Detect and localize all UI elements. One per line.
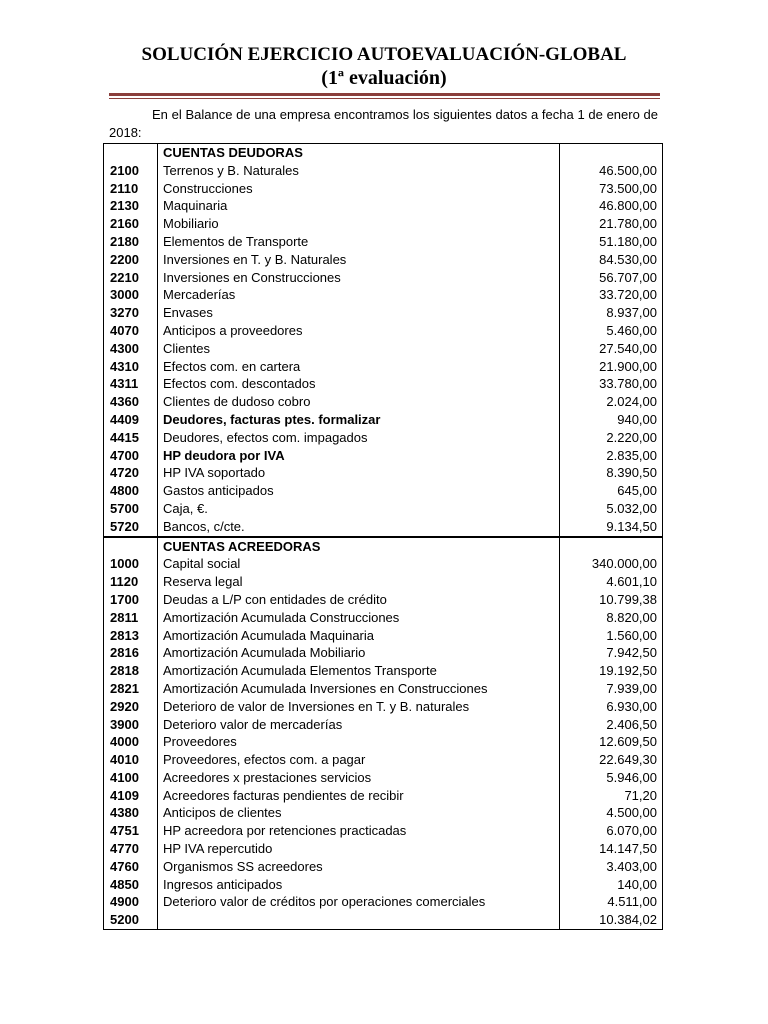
account-name: Clientes de dudoso cobro <box>158 393 560 411</box>
table-row <box>104 858 663 876</box>
table-row <box>104 840 663 858</box>
account-amount: 10.799,38 <box>560 591 663 609</box>
table-row <box>104 733 663 751</box>
table-row <box>104 429 663 447</box>
account-code: 4310 <box>104 358 158 376</box>
table-row <box>104 375 663 393</box>
account-name: CUENTAS DEUDORAS <box>158 144 560 162</box>
account-code: 2200 <box>104 251 158 269</box>
balance-table <box>103 143 663 930</box>
table-row <box>104 609 663 627</box>
table-row <box>104 644 663 662</box>
table-row <box>104 500 663 518</box>
title-rule-thin <box>109 98 660 99</box>
account-code: 2811 <box>104 609 158 627</box>
page-title: SOLUCIÓN EJERCICIO AUTOEVALUACIÓN-GLOBAL <box>141 44 627 65</box>
account-code: 2816 <box>104 644 158 662</box>
account-name: Mercaderías <box>158 286 560 304</box>
account-name: Proveedores <box>158 733 560 751</box>
account-code: 4100 <box>104 769 158 787</box>
account-name: Amortización Acumulada Maquinaria <box>158 627 560 645</box>
account-name: Amortización Acumulada Elementos Transporte <box>158 662 560 680</box>
account-amount: 14.147,50 <box>560 840 663 858</box>
account-name: Inversiones en Construcciones <box>158 269 560 287</box>
account-name: Elementos de Transporte <box>158 233 560 251</box>
account-name: Construcciones <box>158 180 560 198</box>
account-name: Gastos anticipados <box>158 482 560 500</box>
account-amount: 6.930,00 <box>560 698 663 716</box>
account-amount: 940,00 <box>560 411 663 429</box>
account-amount: 1.560,00 <box>560 627 663 645</box>
account-amount: 84.530,00 <box>560 251 663 269</box>
table-row <box>104 662 663 680</box>
account-name: Efectos com. en cartera <box>158 358 560 376</box>
account-name: Terrenos y B. Naturales <box>158 162 560 180</box>
account-amount: 46.500,00 <box>560 162 663 180</box>
account-code: 2180 <box>104 233 158 251</box>
account-name: Deudas a L/P con entidades de crédito <box>158 591 560 609</box>
table-row <box>104 787 663 805</box>
account-amount <box>560 537 663 556</box>
account-name: Anticipos de clientes <box>158 804 560 822</box>
table-row <box>104 555 663 573</box>
account-amount: 7.942,50 <box>560 644 663 662</box>
account-code: 4770 <box>104 840 158 858</box>
table-row <box>104 573 663 591</box>
account-amount: 7.939,00 <box>560 680 663 698</box>
account-code <box>104 144 158 162</box>
account-name: Acreedores x prestaciones servicios <box>158 769 560 787</box>
account-code <box>104 537 158 556</box>
account-code: 2160 <box>104 215 158 233</box>
account-code: 4109 <box>104 787 158 805</box>
account-code: 2110 <box>104 180 158 198</box>
account-code: 4415 <box>104 429 158 447</box>
account-name: Deudores, facturas ptes. formalizar <box>158 411 560 429</box>
account-code: 4760 <box>104 858 158 876</box>
account-amount: 140,00 <box>560 876 663 894</box>
account-amount: 2.406,50 <box>560 716 663 734</box>
intro-paragraph: En el Balance de una empresa encontramos los siguientes datos a fecha 1 de enero de 2018: <box>109 107 658 140</box>
account-name: Deudores, efectos com. impagados <box>158 429 560 447</box>
table-row <box>104 358 663 376</box>
table-row <box>104 180 663 198</box>
account-code: 3000 <box>104 286 158 304</box>
account-name: HP deudora por IVA <box>158 447 560 465</box>
table-row <box>104 518 663 537</box>
account-name: HP acreedora por retenciones practicadas <box>158 822 560 840</box>
account-amount: 10.384,02 <box>560 911 663 929</box>
table-row <box>104 233 663 251</box>
account-code: 5720 <box>104 518 158 537</box>
table-row <box>104 876 663 894</box>
account-code: 1700 <box>104 591 158 609</box>
account-amount: 4.511,00 <box>560 893 663 911</box>
table-row <box>104 411 663 429</box>
table-row <box>104 251 663 269</box>
account-amount: 33.720,00 <box>560 286 663 304</box>
table-row <box>104 482 663 500</box>
account-code: 4000 <box>104 733 158 751</box>
account-code: 4380 <box>104 804 158 822</box>
account-amount: 5.032,00 <box>560 500 663 518</box>
account-code: 2210 <box>104 269 158 287</box>
account-amount: 46.800,00 <box>560 197 663 215</box>
account-amount: 19.192,50 <box>560 662 663 680</box>
account-amount: 71,20 <box>560 787 663 805</box>
account-name <box>158 911 560 929</box>
table-row <box>104 591 663 609</box>
table-row <box>104 627 663 645</box>
account-name: Deterioro valor de mercaderías <box>158 716 560 734</box>
account-code: 4720 <box>104 464 158 482</box>
table-row <box>104 804 663 822</box>
account-name: Organismos SS acreedores <box>158 858 560 876</box>
page-subtitle: (1ª evaluación) <box>321 67 447 89</box>
table-row <box>104 822 663 840</box>
account-amount: 2.024,00 <box>560 393 663 411</box>
account-code: 2821 <box>104 680 158 698</box>
table-row <box>104 698 663 716</box>
account-code: 4360 <box>104 393 158 411</box>
account-code: 5200 <box>104 911 158 929</box>
account-code: 4800 <box>104 482 158 500</box>
account-code: 1000 <box>104 555 158 573</box>
table-row <box>104 162 663 180</box>
table-row <box>104 340 663 358</box>
table-row <box>104 716 663 734</box>
account-name: Amortización Acumulada Mobiliario <box>158 644 560 662</box>
account-amount: 6.070,00 <box>560 822 663 840</box>
table-row <box>104 911 663 929</box>
account-code: 2813 <box>104 627 158 645</box>
table-row <box>104 393 663 411</box>
table-row <box>104 751 663 769</box>
account-code: 2818 <box>104 662 158 680</box>
account-amount: 8.390,50 <box>560 464 663 482</box>
account-code: 5700 <box>104 500 158 518</box>
account-amount: 4.601,10 <box>560 573 663 591</box>
account-name: Amortización Acumulada Construcciones <box>158 609 560 627</box>
account-amount: 22.649,30 <box>560 751 663 769</box>
account-name: HP IVA soportado <box>158 464 560 482</box>
account-amount: 12.609,50 <box>560 733 663 751</box>
account-code: 4850 <box>104 876 158 894</box>
account-name: Envases <box>158 304 560 322</box>
account-name: Amortización Acumulada Inversiones en Construcciones <box>158 680 560 698</box>
account-code: 2920 <box>104 698 158 716</box>
account-amount: 4.500,00 <box>560 804 663 822</box>
table-row <box>104 215 663 233</box>
account-amount: 51.180,00 <box>560 233 663 251</box>
account-amount <box>560 144 663 162</box>
table-row <box>104 464 663 482</box>
table-row <box>104 769 663 787</box>
table-row <box>104 893 663 911</box>
account-amount: 340.000,00 <box>560 555 663 573</box>
account-amount: 27.540,00 <box>560 340 663 358</box>
account-name: CUENTAS ACREEDORAS <box>158 537 560 556</box>
account-code: 4070 <box>104 322 158 340</box>
account-code: 2130 <box>104 197 158 215</box>
account-amount: 33.780,00 <box>560 375 663 393</box>
account-amount: 9.134,50 <box>560 518 663 537</box>
account-code: 4311 <box>104 375 158 393</box>
credit-section-header <box>104 537 663 556</box>
account-name: Maquinaria <box>158 197 560 215</box>
account-name: Deterioro de valor de Inversiones en T. y B. naturales <box>158 698 560 716</box>
account-amount: 645,00 <box>560 482 663 500</box>
account-amount: 73.500,00 <box>560 180 663 198</box>
table-row <box>104 286 663 304</box>
account-code: 4300 <box>104 340 158 358</box>
account-name: Clientes <box>158 340 560 358</box>
table-row <box>104 322 663 340</box>
account-name: Mobiliario <box>158 215 560 233</box>
account-name: Reserva legal <box>158 573 560 591</box>
account-code: 3270 <box>104 304 158 322</box>
account-amount: 5.460,00 <box>560 322 663 340</box>
title-rule <box>109 93 660 96</box>
table-row <box>104 680 663 698</box>
debit-section-header <box>104 144 663 162</box>
account-name: Anticipos a proveedores <box>158 322 560 340</box>
account-name: Ingresos anticipados <box>158 876 560 894</box>
account-amount: 2.835,00 <box>560 447 663 465</box>
account-code: 4010 <box>104 751 158 769</box>
table-row <box>104 197 663 215</box>
account-name: Capital social <box>158 555 560 573</box>
account-code: 1120 <box>104 573 158 591</box>
account-code: 4900 <box>104 893 158 911</box>
account-name: Deterioro valor de créditos por operaciones comerciales <box>158 893 560 911</box>
table-row <box>104 447 663 465</box>
account-code: 2100 <box>104 162 158 180</box>
account-amount: 2.220,00 <box>560 429 663 447</box>
account-name: HP IVA repercutido <box>158 840 560 858</box>
table-row <box>104 304 663 322</box>
account-name: Bancos, c/cte. <box>158 518 560 537</box>
table-row <box>104 269 663 287</box>
account-name: Acreedores facturas pendientes de recibir <box>158 787 560 805</box>
account-name: Inversiones en T. y B. Naturales <box>158 251 560 269</box>
account-amount: 3.403,00 <box>560 858 663 876</box>
account-amount: 21.900,00 <box>560 358 663 376</box>
account-code: 3900 <box>104 716 158 734</box>
account-code: 4751 <box>104 822 158 840</box>
account-amount: 8.820,00 <box>560 609 663 627</box>
account-name: Efectos com. descontados <box>158 375 560 393</box>
account-name: Caja, €. <box>158 500 560 518</box>
account-code: 4700 <box>104 447 158 465</box>
account-amount: 5.946,00 <box>560 769 663 787</box>
account-amount: 8.937,00 <box>560 304 663 322</box>
account-name: Proveedores, efectos com. a pagar <box>158 751 560 769</box>
account-amount: 21.780,00 <box>560 215 663 233</box>
account-amount: 56.707,00 <box>560 269 663 287</box>
account-code: 4409 <box>104 411 158 429</box>
